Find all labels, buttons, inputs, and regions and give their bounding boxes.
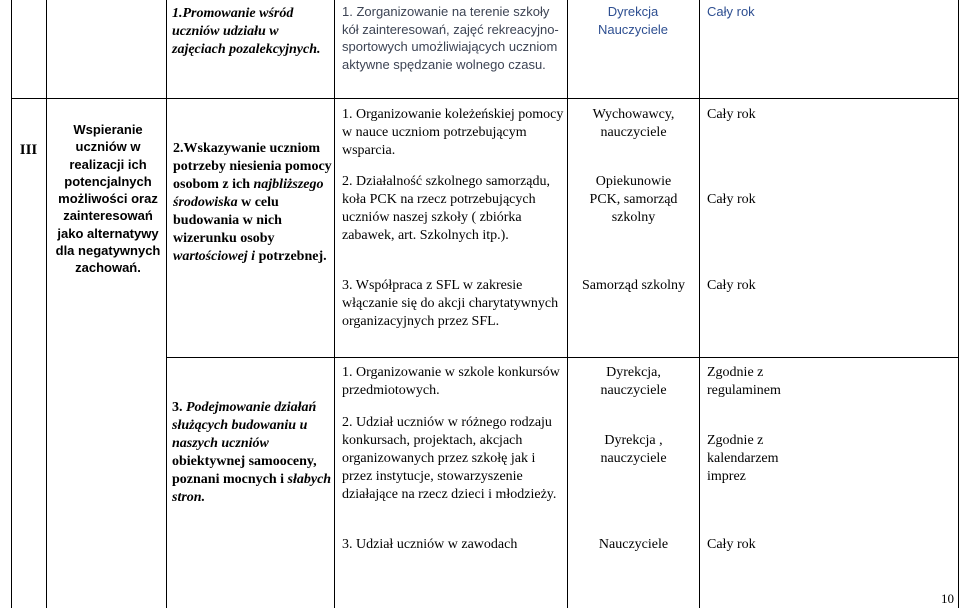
row3-goal-emphasis: Podejmowanie działań służących budowaniu u naszych uczniów	[172, 400, 317, 451]
row3-goal-text: obiektywnej samooceny, poznani mocnych i	[172, 454, 317, 487]
row2-term3: Cały rok	[707, 278, 756, 293]
row3-term3: Cały rok	[707, 537, 756, 552]
row3-goal-emphasis: słabych stron.	[172, 472, 332, 505]
row2-task2: 2. Działalność szkolnego samorządu, koła PCK na rzecz potrzebujących uczniów naszej szkoły ( zbiórka zabawek, art. Szkolnych itp.).	[342, 174, 550, 243]
row3-task1: 1. Organizowanie w szkole konkursów przedmiotowych.	[342, 365, 560, 398]
row3-resp3: Nauczyciele	[598, 537, 669, 552]
row3-task2: 2. Udział uczniów w różnego rodzaju konkursach, projektach, akcjach organizowanych przez szkołę jak i przez instytucje, stowarzyszenie działające na rzecz dzieci i młodzieży.	[342, 415, 557, 502]
row1-responsible: Dyrekcja Nauczyciele	[597, 4, 669, 37]
row2-term1: Cały rok	[707, 107, 756, 122]
row3-resp1: Dyrekcja, nauczyciele	[600, 365, 667, 398]
column-divider	[334, 0, 335, 608]
row3-resp2: Dyrekcja , nauczyciele	[600, 433, 667, 466]
column-divider	[46, 0, 47, 608]
column-divider	[567, 0, 568, 608]
row2-goal-text: 2.Wskazywanie uczniom potrzeby niesienia pomocy osobom z ich	[173, 141, 332, 192]
row1-term: Cały rok	[707, 4, 755, 19]
row2-goal-emphasis: najbliższego środowiska	[173, 177, 324, 210]
row1-goal: 1.Promowanie wśród uczniów udziału w zajęciach pozalekcyjnych.	[172, 6, 321, 57]
row-divider	[166, 357, 959, 358]
row2-term2: Cały rok	[707, 192, 756, 207]
row3-term1: Zgodnie z regulaminem	[707, 365, 781, 398]
row2-goal-text: potrzebnej.	[255, 249, 327, 264]
page-number: 10	[920, 591, 954, 607]
column-divider	[166, 0, 167, 608]
row2-resp2: Opiekunowie PCK, samorząd szkolny	[589, 174, 678, 225]
row3-goal	[172, 381, 332, 507]
row3-term2: Zgodnie z kalendarzem imprez	[707, 433, 779, 484]
row2-task3: 3. Współpraca z SFL w zakresie włączanie się do akcji charytatywnych organizacyjnych przez SFL.	[342, 278, 559, 329]
row3-goal-text: 3.	[172, 400, 186, 415]
column-divider	[699, 0, 700, 608]
row3-task3: 3. Udział uczniów w zawodach	[342, 537, 518, 552]
row1-task: 1. Zorganizowanie na terenie szkoły kół zainteresowań, zajęć rekreacyjno-sportowych umożliwiających uczniom aktywne spędzanie wolnego czasu.	[342, 4, 559, 72]
row2-goal	[173, 122, 333, 266]
row-divider	[11, 98, 959, 99]
row2-goal-text: w celu budowania w nich wizerunku osoby	[173, 195, 282, 246]
row2-task1: 1. Organizowanie koleżeńskiej pomocy w nauce uczniom potrzebującym wsparcia.	[342, 107, 564, 158]
row2-resp3: Samorząd szkolny	[581, 278, 686, 293]
row2-number: III	[19, 142, 38, 158]
table-border-left	[11, 0, 12, 608]
row2-area: Wspieranie uczniów w realizacji ich potencjalnych możliwości oraz zainteresowań jako alternatywy dla negatywnych zachowań.	[55, 122, 161, 276]
row2-goal-emphasis: wartościowej i	[173, 249, 256, 264]
table-border-right	[958, 0, 959, 608]
row2-resp1: Wychowawcy, nauczyciele	[592, 107, 675, 140]
